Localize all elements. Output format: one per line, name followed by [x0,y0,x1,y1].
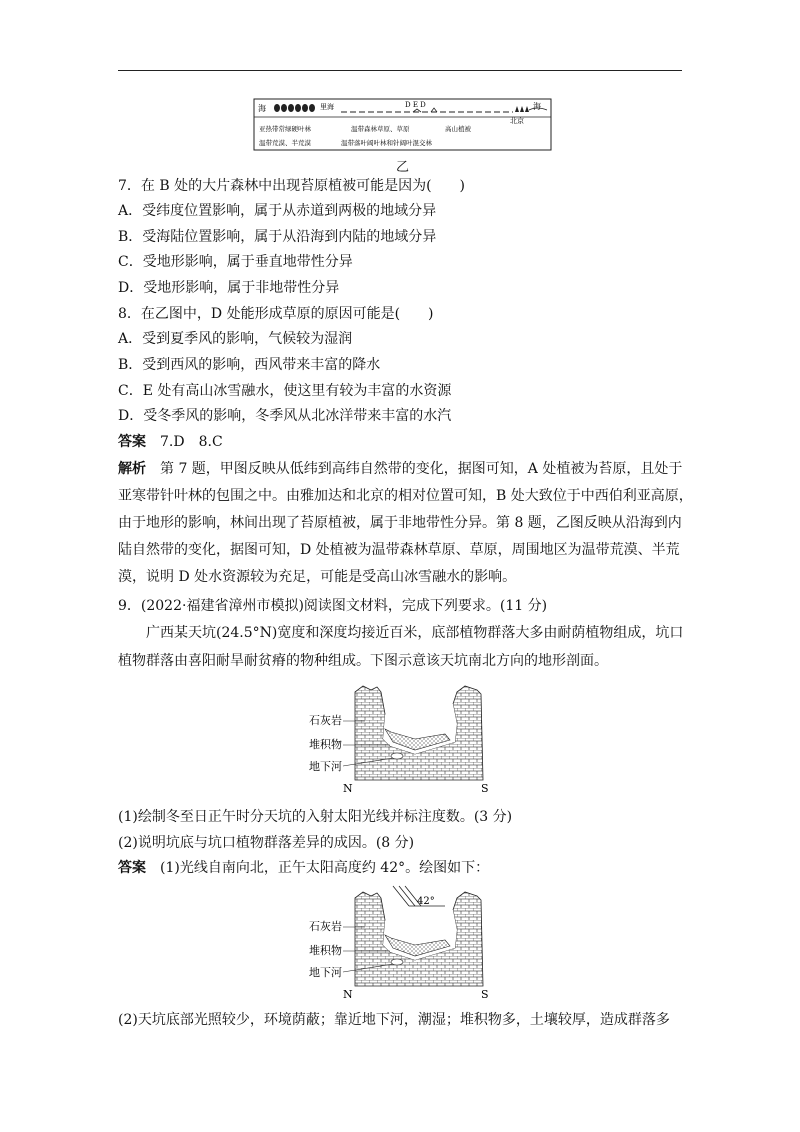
question-8: 8．在乙图中，D 处能形成草原的原因可能是( ) [118,306,434,322]
label-limestone-2: 石灰岩 [309,920,342,933]
analysis-line-3: 由于地形的影响，林间出现了苔原植被，属于非地带性分异。第 8 题，乙图反映从沿海到内 [118,515,682,531]
tree-icons [515,106,529,112]
label-river: 地下河 [309,760,342,773]
figure-yi [253,98,553,156]
question-9-1: (1)绘制冬至日正午时分天坑的入射太阳光线并标注度数。(3 分) [118,809,513,825]
figure-yi-caption: 乙 [396,160,410,175]
legend-item-3: 高山植被 [445,125,471,133]
label-limestone: 石灰岩 [309,714,342,727]
label-deposit-2: 堆积物 [309,944,342,957]
q7-option-d: D．受地形影响，属于非地带性分异 [118,280,340,296]
analysis-line-1 [118,459,682,479]
mid-label: 里海 [320,103,334,111]
header-rule [118,70,682,71]
legend-item-2: 温带森林草原、草原 [351,125,410,133]
q7-option-c: C．受地形影响，属于垂直地带性分异 [118,254,353,270]
label-river-2: 地下河 [309,966,342,979]
left-sea-label: 海 [258,104,266,113]
q7-option-a: A．受纬度位置影响，属于从赤道到两极的地域分异 [118,203,437,219]
q8-option-c: C．E 处有高山冰雪融水，使这里有较为丰富的水资源 [118,383,452,399]
analysis-label: 解析 [118,461,146,477]
pit-profile-answer-figure [305,884,495,1002]
q8-option-b: B．受到西风的影响，西风带来丰富的降水 [118,357,381,373]
answer9-text-1: (1)光线自南向北，正午太阳高度约 42°。绘图如下： [160,860,490,876]
analysis-text-1: 第 7 题，甲图反映从低纬到高纬自然带的变化，据图可知，A 处植被为苔原，且处于 [160,461,683,477]
answer-7-8 [118,432,223,452]
q7-option-b: B．受海陆位置影响，属于从沿海到内陆的地域分异 [118,229,437,245]
label-south-2: S [481,988,489,1001]
angle-label: 42° [417,896,435,907]
city-label: 北京 [510,117,524,125]
points-label: D E D [405,101,426,109]
pit-profile-figure [305,684,495,796]
analysis-line-2: 亚寒带针叶林的包围之中。由雅加达和北京的相对位置可知，B 处大致位于中西伯利亚高原， [118,488,693,504]
label-deposit: 堆积物 [309,738,342,751]
q8-option-d: D．受冬季风的影响，冬季风从北冰洋带来丰富的水汽 [118,408,452,424]
label-north: N [343,782,353,795]
material-line-2: 植物群落由喜阳耐旱耐贫瘠的物种组成。下图示意该天坑南北方向的地形剖面。 [118,653,608,669]
answer-9-1 [118,858,489,878]
analysis-line-4: 陆自然带的变化，据图可知，D 处植被为温带森林草原、草原，周围地区为温带荒漠、半荒 [118,542,680,558]
answer-label: 答案 [118,434,146,450]
right-sea-label: 海 [533,102,541,111]
question-7: 7．在 B 处的大片森林中出现苔原植被可能是因为( ) [118,178,466,194]
question-9: 9．(2022·福建省漳州市模拟)阅读图文材料，完成下列要求。(11 分) [118,598,548,614]
question-9-2: (2)说明坑底与坑口植物群落差异的成因。(8 分) [118,835,415,851]
legend-item-4: 温带荒漠、半荒漠 [259,139,311,147]
legend-item-5: 温带落叶阔叶林和针阔叶混交林 [341,139,432,147]
forest-icons [274,104,315,112]
legend-item-1: 亚热带常绿硬叶林 [259,125,311,133]
answer-text: 7.D 8.C [160,434,223,450]
answer-9-2: (2)天坑底部光照较少，环境荫蔽；靠近地下河，潮湿；堆积物多，土壤较厚，造成群落多 [118,1012,670,1028]
answer9-label: 答案 [118,860,146,876]
analysis-line-5: 漠，说明 D 处水资源较为充足，可能是受高山冰雪融水的影响。 [118,569,517,585]
label-south: S [481,782,489,795]
q8-option-a: A．受到夏季风的影响，气候较为湿润 [118,331,353,347]
label-north-2: N [343,988,353,1001]
material-line-1: 广西某天坑(24.5°N)宽度和深度均接近百米，底部植物群落大多由耐荫植物组成，坑口 [146,625,684,641]
